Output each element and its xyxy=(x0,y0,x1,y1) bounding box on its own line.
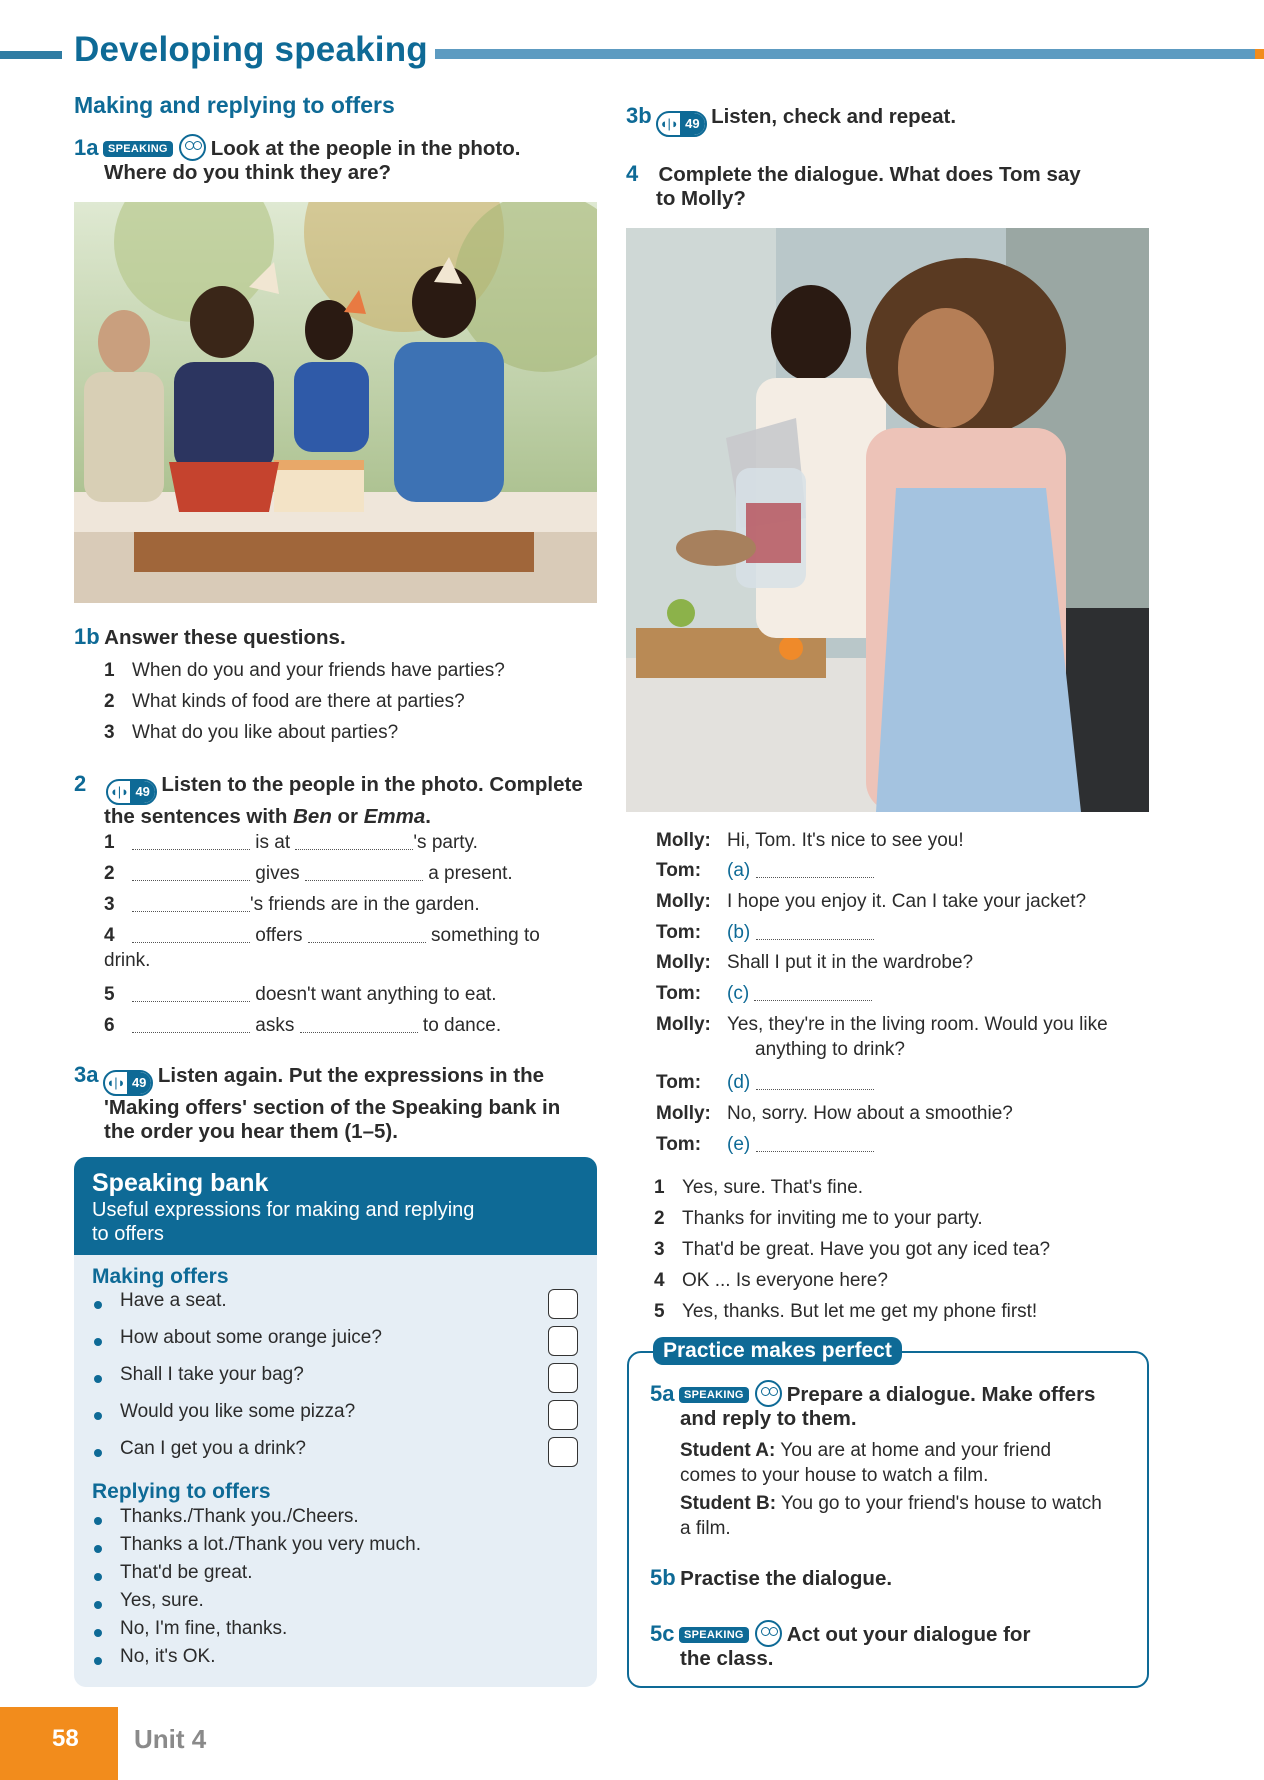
answer-blank[interactable] xyxy=(754,985,872,1001)
exercise-3b xyxy=(626,103,956,137)
speaking-bank-box xyxy=(74,1157,597,1687)
order-checkbox[interactable] xyxy=(548,1289,578,1319)
bullet xyxy=(94,1301,102,1309)
list-item: No, I'm fine, thanks. xyxy=(120,1618,288,1639)
exercise-number: 2 xyxy=(74,771,87,796)
bullet xyxy=(94,1517,102,1525)
page-title: Developing speaking xyxy=(74,30,428,69)
exercise-instruction-line2: Where do you think they are? xyxy=(104,161,392,184)
party-photo xyxy=(74,202,597,603)
section-subhead: Making and replying to offers xyxy=(74,92,395,118)
exercise-instruction: Complete the dialogue. What does Tom say xyxy=(658,163,1081,186)
list-item: 3 's friends are in the garden. xyxy=(104,894,480,915)
list-item: 4 offers something to drink. xyxy=(104,925,540,971)
answer-blank[interactable] xyxy=(308,927,426,943)
bullet xyxy=(94,1338,102,1346)
exercise-number: 1b xyxy=(74,624,100,649)
list-item: Have a seat. xyxy=(120,1290,227,1311)
making-offers-heading: Making offers xyxy=(92,1265,229,1288)
student-a: Student A: You are at home and your friend xyxy=(680,1440,1052,1461)
list-item: 6 asks to dance. xyxy=(104,1015,502,1036)
replying-offers-heading: Replying to offers xyxy=(92,1480,271,1503)
student-b: Student B: You go to your friend's house to watch xyxy=(680,1493,1102,1514)
audio-icon: ◖|◗ xyxy=(106,1075,126,1090)
answer-blank[interactable] xyxy=(132,927,250,943)
exercise-instruction: Listen again. Put the expressions in the xyxy=(157,1064,545,1087)
unit-label: Unit 4 xyxy=(134,1724,207,1754)
list-item: 2 Thanks for inviting me to your party. xyxy=(654,1208,983,1229)
exercise-number: 3b xyxy=(626,103,652,128)
order-checkbox[interactable] xyxy=(548,1326,578,1356)
answer-blank[interactable] xyxy=(756,924,874,940)
exercise-5a: 5a SPEAKING Prepare a dialogue. Make offers and reply to them. xyxy=(650,1381,1096,1430)
exercise-instruction: Look at the people in the photo. xyxy=(210,137,521,160)
practice-label: Practice makes perfect xyxy=(653,1337,902,1365)
bullet xyxy=(94,1601,102,1609)
speaking-bank-header: Speaking bank Useful expressions for making and replying to offers xyxy=(74,1157,597,1255)
kitchen-photo xyxy=(626,228,1149,812)
header-rule-left xyxy=(0,51,62,59)
question-list xyxy=(104,655,604,748)
answer-blank[interactable] xyxy=(132,986,250,1002)
gap-fill-list xyxy=(104,827,604,1041)
list-item: Would you like some pizza? xyxy=(120,1401,356,1422)
list-item: Shall I take your bag? xyxy=(120,1364,304,1385)
exercise-5c: 5c SPEAKING Act out your dialogue for the class. xyxy=(650,1621,1031,1670)
list-item: 2 gives a present. xyxy=(104,863,513,884)
answer-options-list xyxy=(654,1172,1154,1327)
answer-blank[interactable] xyxy=(305,865,423,881)
answer-blank[interactable] xyxy=(300,1017,418,1033)
header-rule-tip xyxy=(1255,49,1264,59)
bullet xyxy=(94,1657,102,1665)
list-item: 1 Yes, sure. That's fine. xyxy=(654,1177,864,1198)
speaking-badge: SPEAKING xyxy=(103,141,173,157)
bullet xyxy=(94,1573,102,1581)
list-item: How about some orange juice? xyxy=(120,1327,382,1348)
list-item: Yes, sure. xyxy=(120,1590,204,1611)
pair-work-icon xyxy=(179,134,206,161)
answer-blank[interactable] xyxy=(295,834,413,850)
exercise-number: 4 xyxy=(626,161,639,186)
exercise-1b xyxy=(74,624,346,650)
exercise-3a: 3a ◖|◗ 49 Listen again. Put the expressions in the 'Making offers' section of the Speaking bank in the order you hear them (1–5). xyxy=(74,1062,561,1143)
audio-track-badge[interactable]: ◖|◗ 49 xyxy=(656,111,706,137)
list-item: No, it's OK. xyxy=(120,1646,216,1667)
order-checkbox[interactable] xyxy=(548,1400,578,1430)
bullet xyxy=(94,1375,102,1383)
bullet xyxy=(94,1545,102,1553)
exercise-5b: 5b Practise the dialogue. xyxy=(650,1565,893,1590)
audio-icon: ◖|◗ xyxy=(109,784,129,799)
list-item: 3 What do you like about parties? xyxy=(104,722,399,743)
bullet xyxy=(94,1449,102,1457)
bullet xyxy=(94,1412,102,1420)
header-rule-right xyxy=(435,49,1255,59)
audio-icon: ◖|◗ xyxy=(659,116,679,131)
list-item: 5 Yes, thanks. But let me get my phone first! xyxy=(654,1301,1038,1322)
order-checkbox[interactable] xyxy=(548,1437,578,1467)
exercise-instruction-line2: the sentences with Ben or Emma. xyxy=(104,805,431,828)
speaking-badge: SPEAKING xyxy=(679,1387,749,1403)
exercise-1a xyxy=(74,134,614,185)
answer-blank[interactable] xyxy=(132,896,250,912)
order-checkbox[interactable] xyxy=(548,1363,578,1393)
answer-blank[interactable] xyxy=(132,1017,250,1033)
list-item: Thanks./Thank you./Cheers. xyxy=(120,1506,359,1527)
answer-blank[interactable] xyxy=(132,865,250,881)
speaking-bank-title: Speaking bank xyxy=(92,1169,269,1197)
answer-blank[interactable] xyxy=(132,834,250,850)
list-item: 1 When do you and your friends have parties? xyxy=(104,660,505,681)
exercise-2 xyxy=(74,771,614,829)
list-item: 5 doesn't want anything to eat. xyxy=(104,984,497,1005)
audio-track-badge[interactable]: ◖|◗ 49 xyxy=(106,779,156,805)
pair-work-icon xyxy=(755,1380,782,1407)
list-item: 4 OK ... Is everyone here? xyxy=(654,1270,888,1291)
exercise-instruction: Listen to the people in the photo. Complete xyxy=(161,773,583,796)
answer-blank[interactable] xyxy=(756,1074,874,1090)
exercise-number: 3a xyxy=(74,1062,99,1087)
exercise-4: 4 Complete the dialogue. What does Tom say to Molly? xyxy=(626,161,1081,210)
list-item: 1 is at 's party. xyxy=(104,832,478,853)
list-item: That'd be great. xyxy=(120,1562,253,1583)
exercise-number: 1a xyxy=(74,135,99,160)
list-item: 3 That'd be great. Have you got any iced tea? xyxy=(654,1239,1051,1260)
exercise-instruction: Answer these questions. xyxy=(104,626,346,649)
list-item: 2 What kinds of food are there at parties? xyxy=(104,691,465,712)
bullet xyxy=(94,1629,102,1637)
pair-work-icon xyxy=(755,1620,782,1647)
role-cards: Student A: You are at home and your friend comes to your house to watch a film. Student B: You go to your friend's house to watch a film. xyxy=(680,1438,1140,1541)
list-item: Thanks a lot./Thank you very much. xyxy=(120,1534,421,1555)
answer-blank[interactable] xyxy=(756,1136,874,1152)
audio-track-badge[interactable]: ◖|◗ 49 xyxy=(103,1070,153,1096)
speaking-badge: SPEAKING xyxy=(679,1627,749,1643)
page-number: 58 xyxy=(0,1707,118,1780)
list-item: Can I get you a drink? xyxy=(120,1438,306,1459)
answer-blank[interactable] xyxy=(756,862,874,878)
exercise-instruction: Listen, check and repeat. xyxy=(711,105,957,128)
